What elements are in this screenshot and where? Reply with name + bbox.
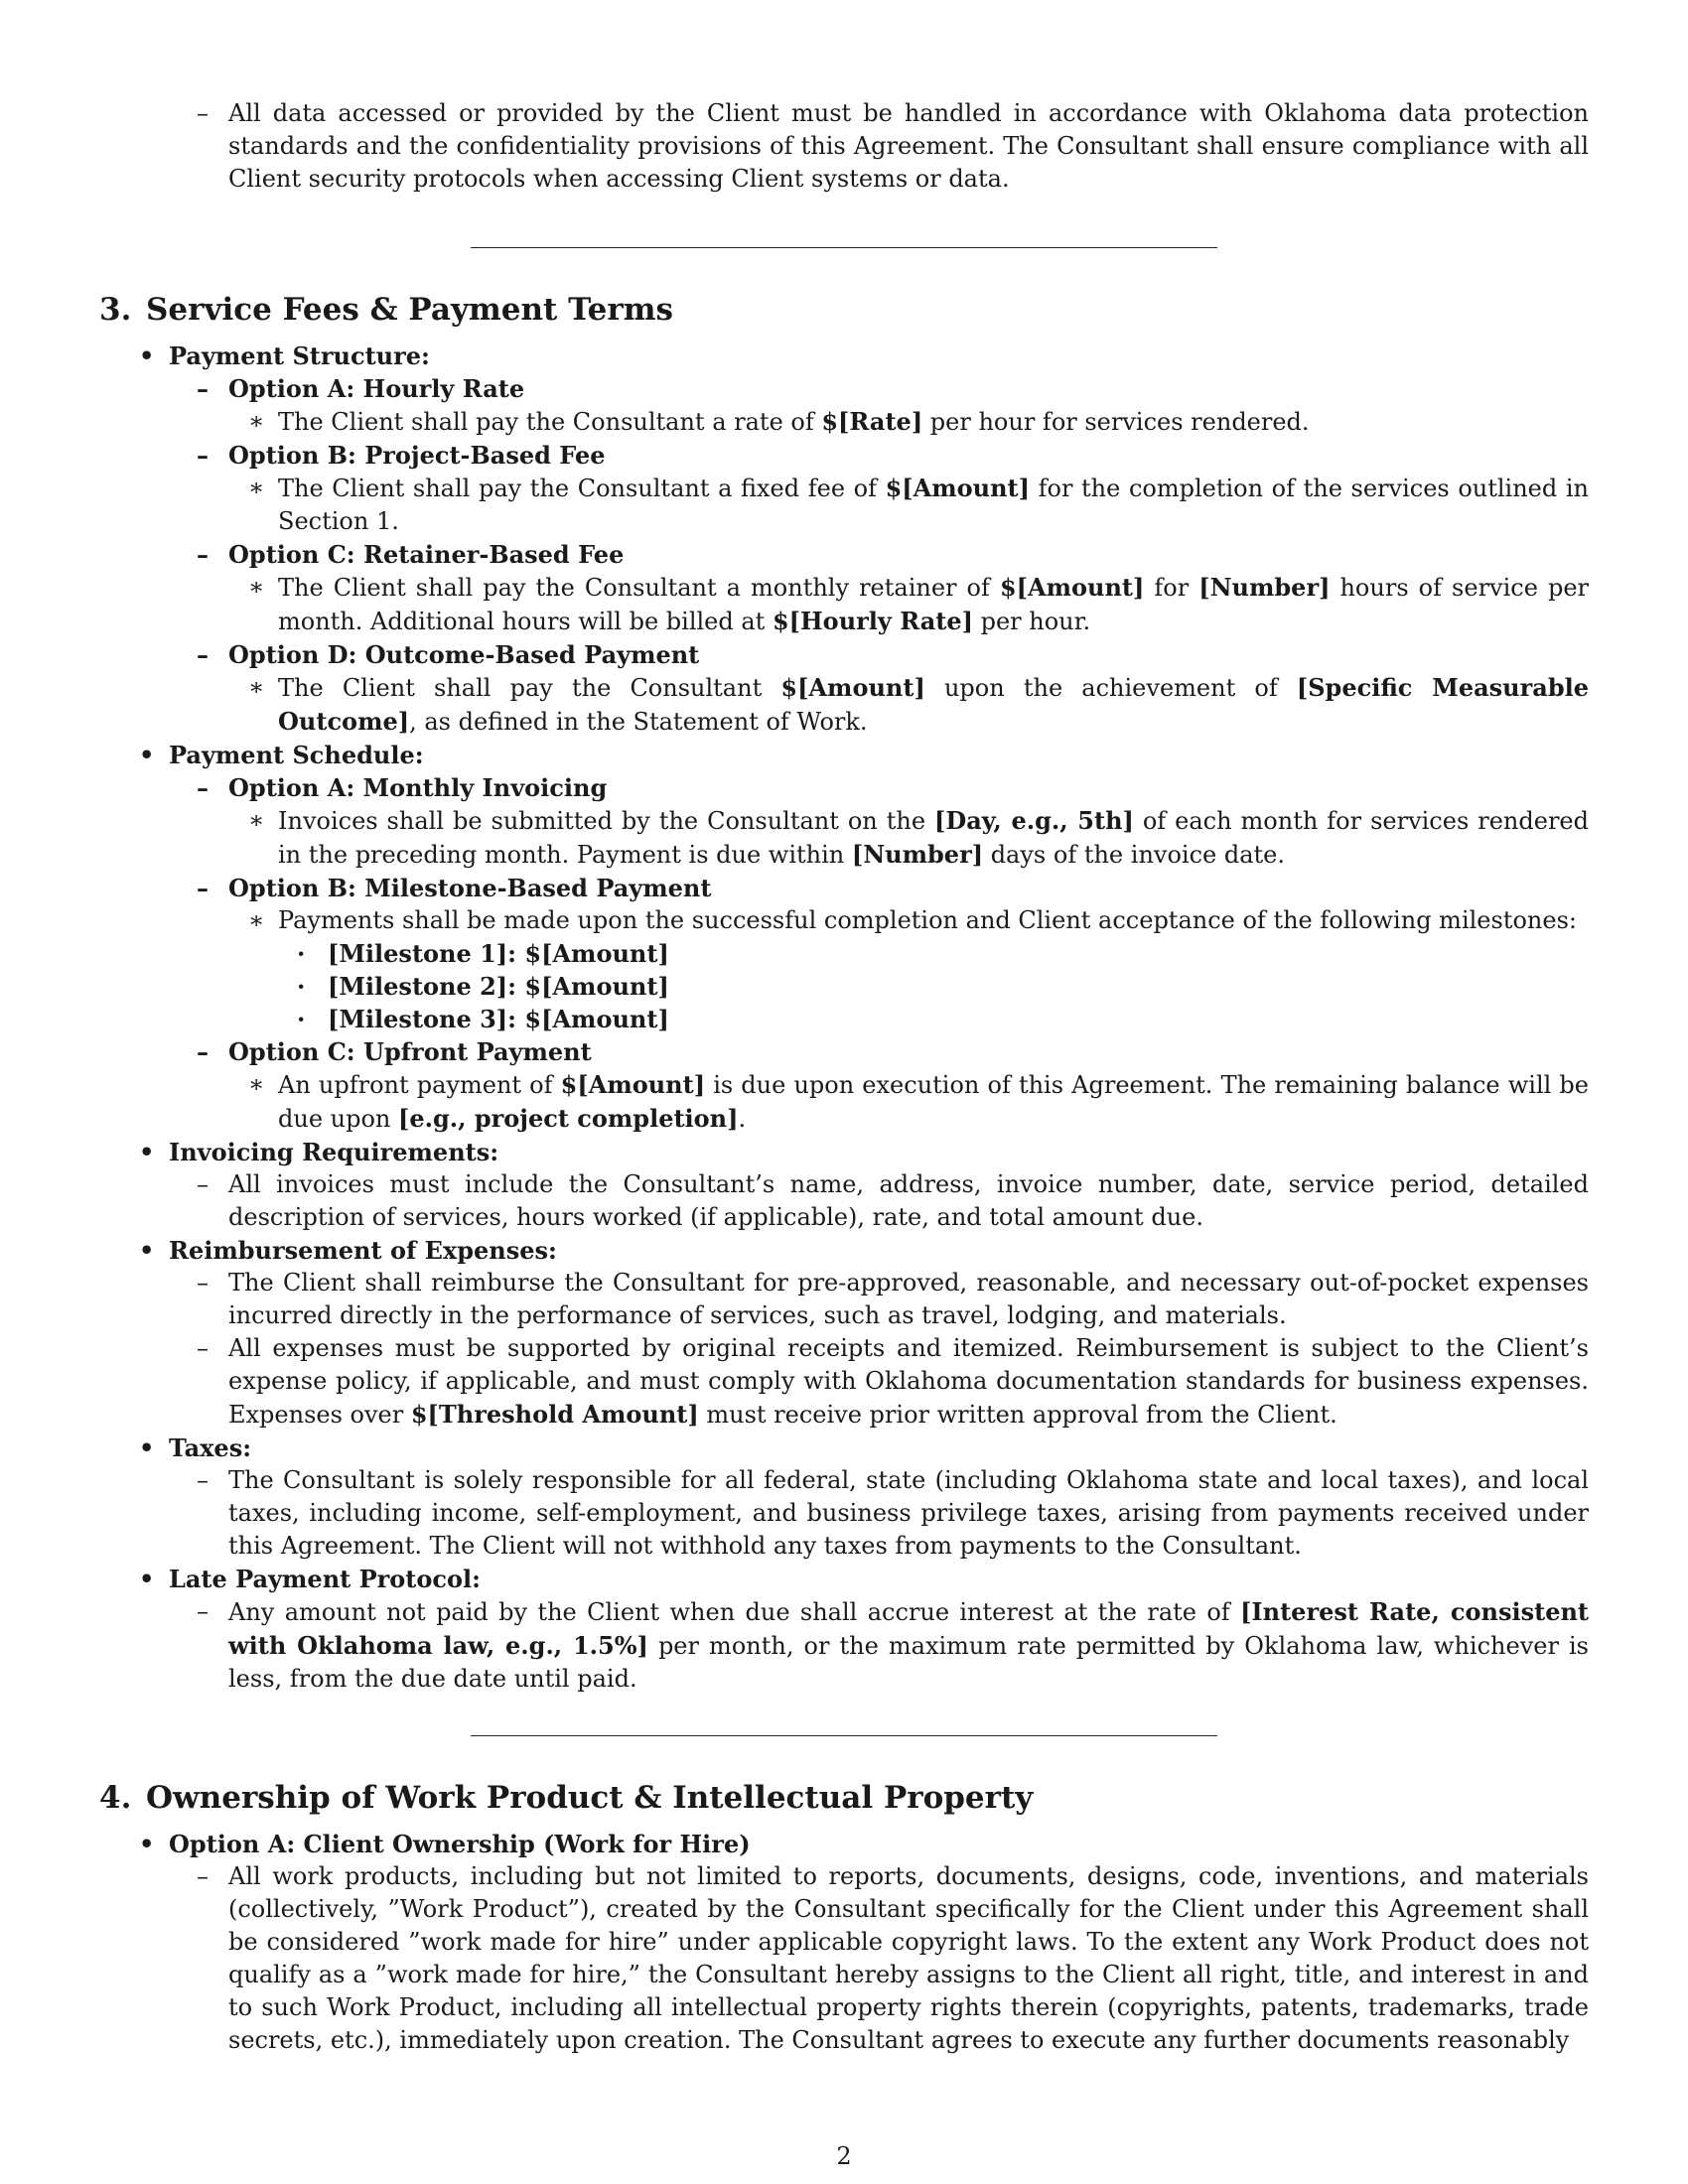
star-marker: ∗ xyxy=(248,806,265,834)
text-run: is due upon execution of this Agreement. The remaining balance will be due upon xyxy=(278,1071,1589,1133)
text-run: All work products, including but not limited to reports, documents, designs, code, inventions, and materials (collectively, ”Work Product”), created by the Consultant specifically for the Client under this Agreement shall be considered ”work made for hire” under applicable copyright laws. To the extent any Work Product does not qualify as a ”work made for hire,” the Consultant hereby assigns to the Client all right, title, and interest in and to such Work Product, including all intellectual property rights therein (copyrights, patents, trademarks, trade secrets, etc.), immediately upon creation. The Consultant agrees to execute any further documents reasonably xyxy=(228,1862,1589,2054)
bullet-heading xyxy=(99,1563,1589,1595)
dash-marker: – xyxy=(197,1334,209,1362)
option-label: Option B: Milestone-Based Payment xyxy=(228,874,712,902)
dash-marker: – xyxy=(197,874,209,902)
text-run: Payments shall be made upon the successful completion and Client acceptance of the following milestones: xyxy=(278,906,1577,934)
milestone-item xyxy=(99,970,1589,1003)
list-item xyxy=(99,1068,1589,1136)
star-marker: ∗ xyxy=(248,474,265,501)
text-run: , as defined in the Statement of Work. xyxy=(409,708,868,736)
bullet-heading xyxy=(99,739,1589,771)
list-item xyxy=(99,97,1589,196)
bullet-heading xyxy=(99,1432,1589,1464)
list-item xyxy=(99,405,1589,439)
text-run: The Consultant is solely responsible for all federal, state (including Oklahoma state and local taxes), and local taxes, including income, self-employment, and business privilege taxes, arising from payments received under this Agreement. The Client will not withhold any taxes from payments to the Consultant. xyxy=(228,1466,1589,1560)
section-title: Service Fees & Payment Terms xyxy=(146,292,673,328)
text-run: All expenses must be supported by original receipts and itemized. Reimbursement is subject to the Client’s expense policy, if applicable, and must comply with Oklahoma documentation standards for business expenses. Expenses over xyxy=(228,1334,1589,1429)
bullet-marker: • xyxy=(139,1236,155,1265)
text-run: days of the invoice date. xyxy=(983,841,1285,869)
bullet-label: Invoicing Requirements: xyxy=(169,1138,499,1166)
dash-marker: – xyxy=(197,640,209,669)
text-run: of each month for services rendered in the preceding month. Payment is due within xyxy=(278,807,1589,869)
placeholder-outcome: [Specific Measurable Outcome] xyxy=(278,673,1589,736)
dash-marker: – xyxy=(197,441,209,470)
placeholder-interest-rate: [Interest Rate, consistent with Oklahoma law, e.g., 1.5%] xyxy=(228,1597,1590,1660)
text-run: for xyxy=(1144,574,1199,602)
list-item xyxy=(99,472,1589,538)
text-run: The Client shall pay the Consultant xyxy=(278,674,781,702)
option-label: Option D: Outcome-Based Payment xyxy=(228,640,700,669)
milestone-item xyxy=(99,937,1589,970)
bullet-heading xyxy=(99,1828,1589,1860)
dash-marker: – xyxy=(197,99,209,127)
bullet-marker: • xyxy=(139,1433,155,1462)
placeholder-hourly-rate: $[Hourly Rate] xyxy=(772,607,973,635)
section-heading xyxy=(99,1778,1589,1818)
placeholder-rate: $[Rate] xyxy=(821,407,923,436)
bullet-label: Payment Schedule: xyxy=(169,741,424,769)
text-run: per month, or the maximum rate permitted by Oklahoma law, whichever is less, from the due date until paid. xyxy=(228,1632,1589,1693)
milestone-text: [Milestone 1]: $[Amount] xyxy=(328,939,669,968)
text-run: for the completion of the services outlined in Section 1. xyxy=(278,475,1589,535)
dot-marker: · xyxy=(297,1005,306,1033)
dash-marker: – xyxy=(197,1269,209,1297)
list-item xyxy=(99,571,1589,638)
option-heading xyxy=(99,538,1589,571)
option-heading xyxy=(99,638,1589,671)
text-run: per hour for services rendered. xyxy=(922,408,1310,436)
option-heading xyxy=(99,372,1589,405)
text-run: All invoices must include the Consultant’s name, address, invoice number, date, service period, detailed description of services, hours worked (if applicable), rate, and total amount due. xyxy=(228,1170,1589,1231)
list-item xyxy=(99,1595,1589,1696)
bullet-heading xyxy=(99,340,1589,372)
dash-marker: – xyxy=(197,1466,209,1494)
placeholder-number: [Number] xyxy=(1198,573,1331,602)
dash-marker: – xyxy=(197,1862,209,1890)
bullet-marker: • xyxy=(139,341,155,370)
paragraph-text: All data accessed or provided by the Client must be handled in accordance with Oklahoma data protection standards and the confidentiality provisions of this Agreement. The Consultant shall ensure compliance with all Client security protocols when accessing Client systems or data. xyxy=(228,99,1589,193)
text-run: Any amount not paid by the Client when due shall accrue interest at the rate of xyxy=(228,1598,1241,1626)
list-item xyxy=(99,1332,1589,1432)
bullet-marker: • xyxy=(139,1138,155,1166)
bullet-label: Late Payment Protocol: xyxy=(169,1565,481,1593)
text-run: hours of service per month. Additional hours will be billed at xyxy=(278,574,1589,635)
dash-marker: – xyxy=(197,1170,209,1198)
text-run: upon the achievement of xyxy=(924,674,1297,702)
bullet-label: Taxes: xyxy=(169,1433,252,1462)
bullet-marker: • xyxy=(139,1830,155,1858)
text-run: per hour. xyxy=(972,608,1091,635)
dash-marker: – xyxy=(197,374,209,403)
text-run: must receive prior written approval from the Client. xyxy=(698,1401,1337,1429)
placeholder-amount: $[Amount] xyxy=(885,474,1030,502)
option-label: Option C: Upfront Payment xyxy=(228,1037,592,1066)
text-run: The Client shall pay the Consultant a monthly retainer of xyxy=(278,574,1000,602)
bullet-label: Option A: Client Ownership (Work for Hire) xyxy=(169,1830,751,1858)
list-item xyxy=(99,1860,1589,2057)
milestone-text: [Milestone 2]: $[Amount] xyxy=(328,972,669,1001)
placeholder-threshold: $[Threshold Amount] xyxy=(410,1400,699,1429)
text-run: The Client shall reimburse the Consultant for pre-approved, reasonable, and necessary out-of-pocket expenses incurred directly in the performance of services, such as travel, lodging, and materials. xyxy=(228,1269,1589,1329)
bullet-heading xyxy=(99,1234,1589,1267)
option-heading xyxy=(99,1035,1589,1068)
dash-marker: – xyxy=(197,1597,209,1625)
placeholder-amount: $[Amount] xyxy=(560,1070,706,1099)
option-label: Option B: Project-Based Fee xyxy=(228,441,606,470)
page-number: 2 xyxy=(836,2142,852,2170)
dash-marker: – xyxy=(197,1037,209,1066)
option-heading xyxy=(99,439,1589,472)
placeholder-completion: [e.g., project completion] xyxy=(398,1104,739,1133)
option-heading xyxy=(99,872,1589,904)
text-run: An upfront payment of xyxy=(278,1071,561,1099)
star-marker: ∗ xyxy=(248,573,265,601)
section-number: 4. xyxy=(99,1780,132,1816)
dash-marker: – xyxy=(197,773,209,802)
star-marker: ∗ xyxy=(248,906,265,934)
bullet-label: Payment Structure: xyxy=(169,341,430,370)
star-marker: ∗ xyxy=(248,1070,265,1098)
option-label: Option C: Retainer-Based Fee xyxy=(228,540,625,569)
bullet-heading xyxy=(99,1136,1589,1168)
dot-marker: · xyxy=(297,939,306,968)
text-run: . xyxy=(738,1105,747,1133)
section-heading xyxy=(99,290,1589,330)
bullet-label: Reimbursement of Expenses: xyxy=(169,1236,557,1265)
list-item xyxy=(99,1267,1589,1332)
list-item xyxy=(99,671,1589,739)
option-heading xyxy=(99,771,1589,804)
bullet-marker: • xyxy=(139,1565,155,1593)
bullet-marker: • xyxy=(139,741,155,769)
milestone-text: [Milestone 3]: $[Amount] xyxy=(328,1005,669,1033)
placeholder-amount: $[Amount] xyxy=(780,673,925,702)
list-item xyxy=(99,904,1589,937)
list-item xyxy=(99,1168,1589,1234)
text-run: The Client shall pay the Consultant a rate of xyxy=(278,408,822,436)
dot-marker: · xyxy=(297,972,306,1001)
milestone-item xyxy=(99,1003,1589,1035)
section-number: 3. xyxy=(99,292,132,328)
option-label: Option A: Hourly Rate xyxy=(228,374,525,403)
list-item xyxy=(99,804,1589,872)
star-marker: ∗ xyxy=(248,673,265,701)
section-title: Ownership of Work Product & Intellectual Property xyxy=(146,1780,1034,1816)
dash-marker: – xyxy=(197,540,209,569)
document-body xyxy=(99,97,1589,2057)
placeholder-day: [Day, e.g., 5th] xyxy=(934,806,1134,835)
text-run: Invoices shall be submitted by the Consultant on the xyxy=(278,807,935,835)
option-label: Option A: Monthly Invoicing xyxy=(228,773,608,802)
placeholder-amount: $[Amount] xyxy=(999,573,1145,602)
star-marker: ∗ xyxy=(248,407,265,435)
text-run: The Client shall pay the Consultant a fixed fee of xyxy=(278,475,886,502)
list-item xyxy=(99,1464,1589,1563)
placeholder-number: [Number] xyxy=(851,840,984,869)
